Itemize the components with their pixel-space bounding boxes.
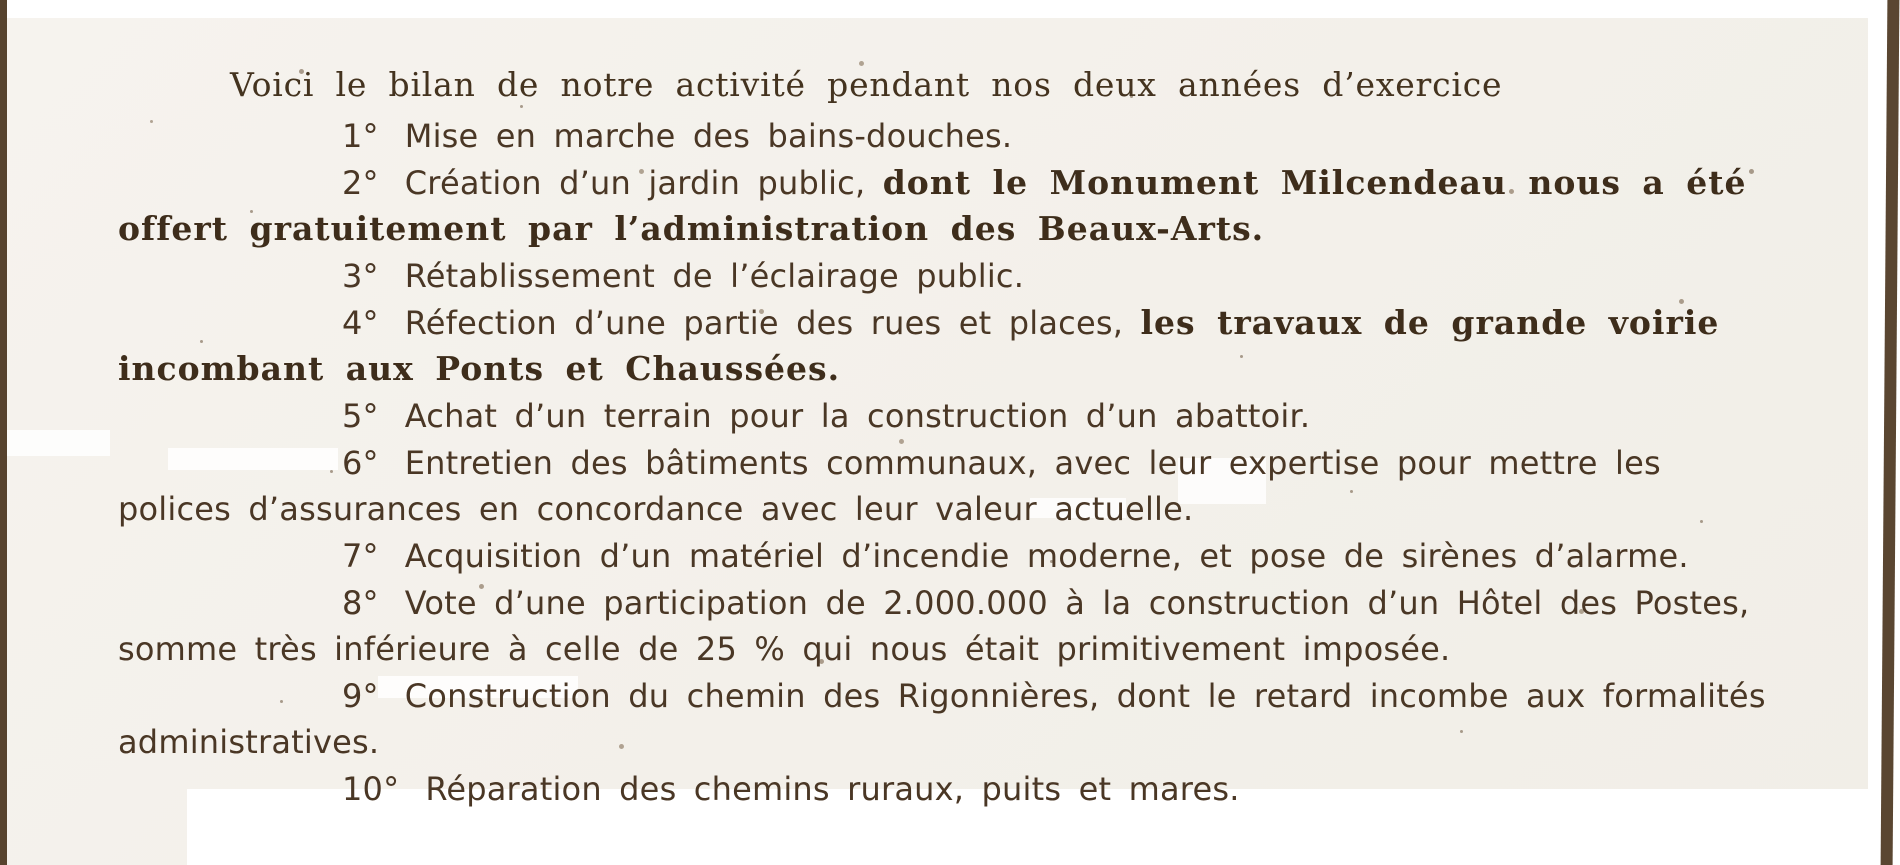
paragraph-intro	[118, 62, 1780, 108]
paragraph-item-10-segment-num: 10°	[342, 770, 400, 808]
paragraph-item-9-segment-num: 9°	[342, 677, 379, 715]
paragraph-item-1-segment-num: 1°	[342, 117, 379, 155]
paragraph-item-8-segment-num: 8°	[342, 584, 379, 622]
paragraph-item-1	[118, 113, 1780, 159]
paragraph-item-7	[118, 533, 1780, 579]
paragraph-item-4-segment-body: Réfection d’une partie des rues et places,	[404, 304, 1141, 342]
paragraph-item-5-segment-body: Achat d’un terrain pour la construction d’un abattoir.	[404, 397, 1311, 435]
paragraph-item-10-segment-body: Réparation des chemins ruraux, puits et mares.	[425, 770, 1240, 808]
scan-whiteout-patch	[0, 430, 110, 456]
paragraph-item-5-segment-num: 5°	[342, 397, 379, 435]
scan-edge-bar-left	[0, 0, 7, 865]
paragraph-item-2-segment-bold: dont le Monument Milcendeau nous a été offert gratuitement par l’administration des Beaux-Arts.	[118, 163, 1747, 248]
paragraph-item-2	[118, 160, 1780, 252]
paragraph-item-4-segment-bold: les travaux de grande voirie incombant aux Ponts et Chaussées.	[118, 303, 1720, 388]
paragraph-item-8-segment-body: Vote d’une participation de 2.000.000 à la construction d’un Hôtel des Postes, somme très inférieure à celle de 25 % qui nous était primitivement imposée.	[118, 584, 1750, 668]
paragraph-item-2-segment-body: Création d’un jardin public,	[404, 164, 883, 202]
paragraph-item-3-segment-num: 3°	[342, 257, 379, 295]
paragraph-item-6-segment-num: 6°	[342, 444, 379, 482]
paragraph-item-4-segment-num: 4°	[342, 304, 379, 342]
paragraph-item-2-segment-num: 2°	[342, 164, 379, 202]
document-text	[118, 62, 1780, 813]
paragraph-item-7-segment-num: 7°	[342, 537, 379, 575]
paragraph-item-3-segment-body: Rétablissement de l’éclairage public.	[404, 257, 1025, 295]
paragraph-item-1-segment-body: Mise en marche des bains-douches.	[404, 117, 1013, 155]
paragraph-item-3	[118, 253, 1780, 299]
paragraph-item-5	[118, 393, 1780, 439]
paragraph-item-8	[118, 580, 1780, 672]
paragraph-item-6	[118, 440, 1780, 532]
paragraph-item-10	[118, 766, 1780, 812]
paragraph-item-9-segment-body: Construction du chemin des Rigonnières, dont le retard incombe aux formalités administratives.	[118, 677, 1766, 761]
paragraph-item-7-segment-body: Acquisition d’un matériel d’incendie moderne, et pose de sirènes d’alarme.	[404, 537, 1689, 575]
paragraph-item-6-segment-body: Entretien des bâtiments communaux, avec leur expertise pour mettre les polices d’assurances en concordance avec leur valeur actuelle.	[118, 444, 1661, 528]
paragraph-intro-segment-lead: Voici le bilan de notre activité pendant nos deux années d’exercice	[230, 65, 1503, 104]
paragraph-item-9	[118, 673, 1780, 765]
paragraph-item-4	[118, 300, 1780, 392]
